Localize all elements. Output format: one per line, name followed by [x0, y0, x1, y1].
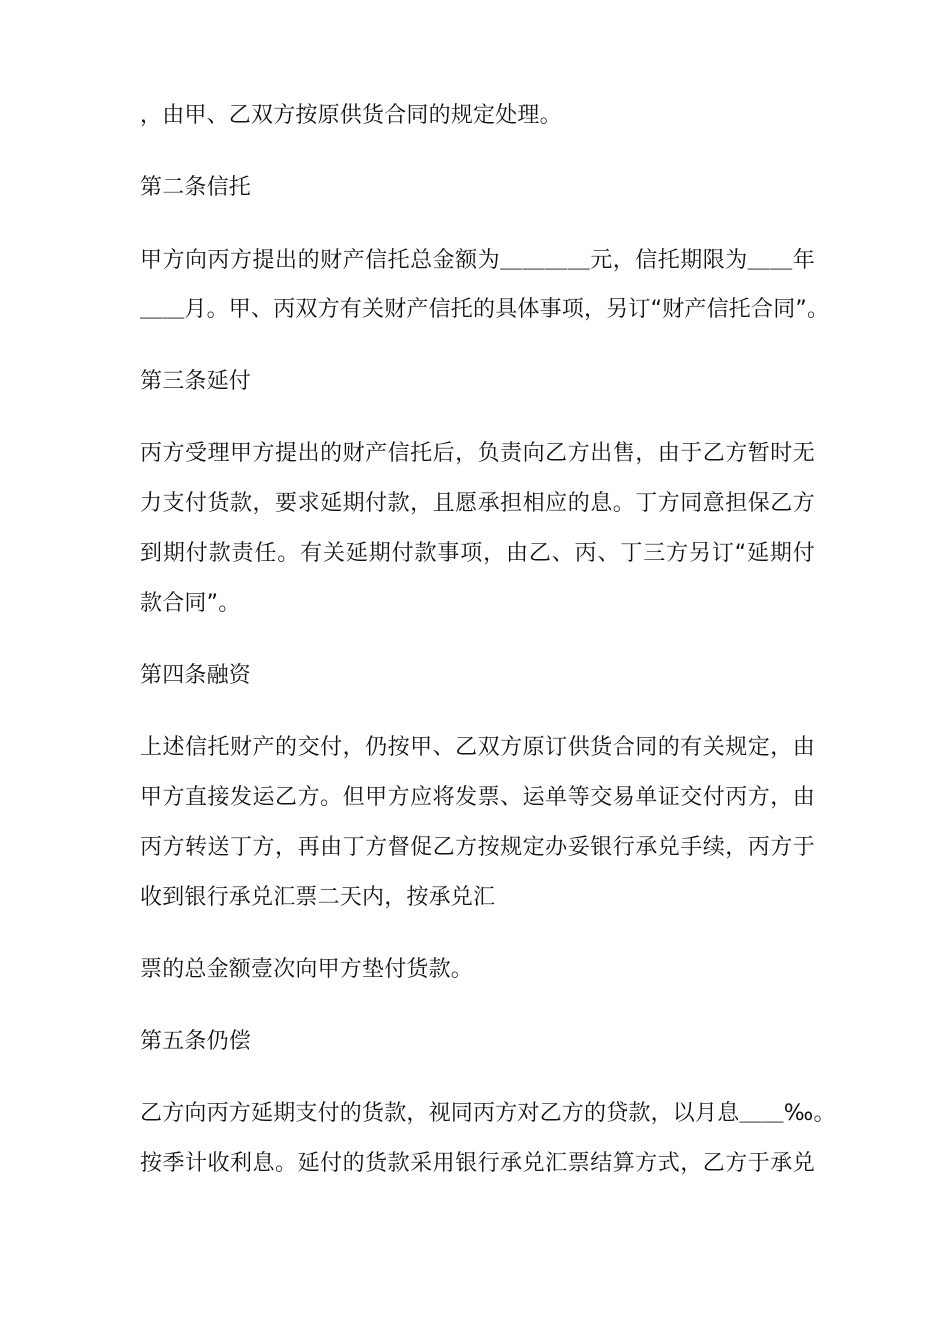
section-heading: 第三条延付 [140, 369, 252, 394]
text-line: 丙方受理甲方提出的财产信托后，负责向乙方出售，由于乙方暂时无 [140, 441, 815, 466]
text-line: 款合同”。 [140, 591, 241, 616]
section-heading: 第二条信托 [140, 175, 252, 200]
text-line: 到期付款责任。有关延期付款事项，由乙、丙、丁三方另订“延期付 [140, 541, 815, 566]
text-line: 上述信托财产的交付，仍按甲、乙双方原订供货合同的有关规定，由 [140, 735, 815, 760]
text-line: ＿＿月。甲、丙双方有关财产信托的具体事项，另订“财产信托合同”。 [140, 297, 830, 322]
section-heading: 第五条仍偿 [140, 1029, 252, 1054]
text-line: 收到银行承兑汇票二天内，按承兑汇 [140, 885, 496, 910]
text-line: 票的总金额壹次向甲方垫付货款。 [140, 957, 474, 982]
text-line: 丙方转送丁方，再由丁方督促乙方按规定办妥银行承兑手续，丙方于 [140, 835, 815, 860]
text-line: 乙方向丙方延期支付的货款，视同丙方对乙方的贷款，以月息＿＿‰。 [140, 1101, 836, 1126]
text-line: 甲方向丙方提出的财产信托总金额为＿＿＿＿元，信托期限为＿＿年 [140, 248, 815, 273]
text-line: 甲方直接发运乙方。但甲方应将发票、运单等交易单证交付丙方，由 [140, 785, 815, 810]
section-heading: 第四条融资 [140, 663, 252, 688]
text-line: 按季计收利息。延付的货款采用银行承兑汇票结算方式，乙方于承兑 [140, 1151, 815, 1176]
text-line: ，由甲、乙双方按原供货合同的规定处理。 [140, 103, 562, 128]
text-line: 力支付货款，要求延期付款，且愿承担相应的息。丁方同意担保乙方 [140, 491, 815, 516]
